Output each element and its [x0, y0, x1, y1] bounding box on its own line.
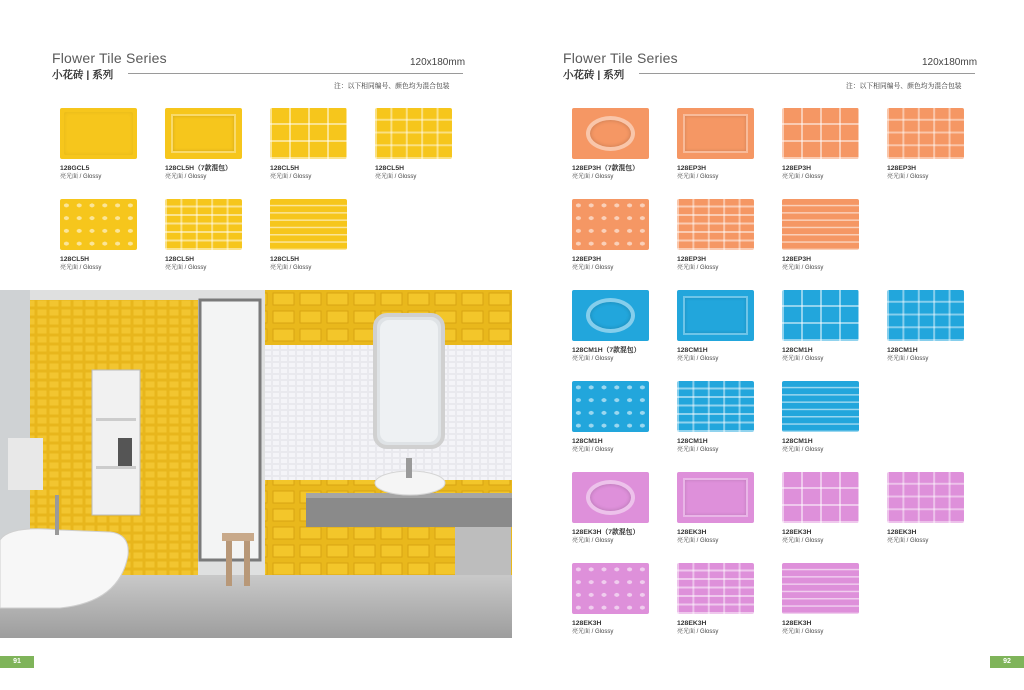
tile-swatch-bricks: [677, 381, 754, 432]
tile-finish: 亮光面 / Glossy: [270, 265, 312, 271]
tile-item: [270, 108, 350, 181]
tile-finish: 亮光面 / Glossy: [887, 174, 929, 180]
tile-code: 128CM1H: [677, 347, 708, 354]
tile-code: 128CM1H: [782, 438, 813, 445]
size-label: 120x180mm: [922, 57, 978, 68]
tile-item: [782, 563, 862, 636]
tile-swatch-bricks: [677, 563, 754, 614]
tile-finish: 亮光面 / Glossy: [572, 174, 614, 180]
tile-code: 128CL5H: [270, 256, 300, 263]
tile-swatch-grid5: [887, 472, 964, 523]
tile-item: [782, 290, 862, 363]
tile-swatch-grid5: [887, 108, 964, 159]
tile-item: [572, 290, 652, 363]
tile-swatch-grid4: [270, 108, 347, 159]
tile-code: 128EK3H: [782, 529, 812, 536]
tile-finish: 亮光面 / Glossy: [782, 265, 824, 271]
right-page: [512, 0, 1024, 690]
tile-item: [677, 563, 757, 636]
tile-item: [270, 199, 350, 272]
mixed-pack-note: 注：以下相同编号、颜色均为混合包装: [334, 83, 450, 90]
tile-code: 128CM1H: [782, 347, 813, 354]
series-subtitle: 小花砖 | 系列: [563, 69, 625, 81]
tile-code: 128EK3H（7款混包）: [572, 529, 640, 536]
tile-code: 128CL5H: [165, 256, 195, 263]
tile-finish: 亮光面 / Glossy: [677, 174, 719, 180]
tile-swatch-frame: [165, 108, 242, 159]
tile-finish: 亮光面 / Glossy: [165, 265, 207, 271]
tile-code: 128EK3H: [887, 529, 917, 536]
tile-code: 128CL5H: [270, 165, 300, 172]
series-subtitle: 小花砖 | 系列: [52, 69, 114, 81]
tile-finish: 亮光面 / Glossy: [887, 356, 929, 362]
tile-code: 128EP3H: [677, 256, 707, 263]
tile-swatch-plain: [60, 108, 137, 159]
tile-code: 128EK3H: [782, 620, 812, 627]
tile-swatch-stripes: [270, 199, 347, 250]
tile-finish: 亮光面 / Glossy: [782, 629, 824, 635]
tile-code: 128EP3H: [887, 165, 917, 172]
tile-finish: 亮光面 / Glossy: [572, 447, 614, 453]
tile-finish: 亮光面 / Glossy: [677, 538, 719, 544]
tile-code: 128EP3H: [782, 165, 812, 172]
tile-finish: 亮光面 / Glossy: [572, 356, 614, 362]
tile-item: [782, 199, 862, 272]
tile-item: [572, 563, 652, 636]
divider: [639, 73, 975, 74]
tile-swatch-grid4: [782, 290, 859, 341]
tile-swatch-stripes: [782, 563, 859, 614]
tile-code: 128EP3H: [572, 256, 602, 263]
tile-swatch-grid4: [782, 108, 859, 159]
tile-swatch-oval: [572, 472, 649, 523]
tile-swatch-frame: [677, 290, 754, 341]
tile-item: [677, 381, 757, 454]
tile-item: [677, 472, 757, 545]
tile-finish: 亮光面 / Glossy: [375, 174, 417, 180]
tile-code: 128CL5H: [375, 165, 405, 172]
tile-swatch-bricks: [165, 199, 242, 250]
tile-finish: 亮光面 / Glossy: [677, 447, 719, 453]
tile-item: [782, 108, 862, 181]
tile-item: [782, 381, 862, 454]
tile-finish: 亮光面 / Glossy: [887, 538, 929, 544]
tile-item: [677, 108, 757, 181]
tile-code: 128CM1H: [887, 347, 918, 354]
tile-finish: 亮光面 / Glossy: [677, 265, 719, 271]
series-title: Flower Tile Series: [52, 50, 167, 66]
tile-finish: 亮光面 / Glossy: [60, 265, 102, 271]
tile-swatch-grid5: [887, 290, 964, 341]
tile-swatch-frame: [677, 108, 754, 159]
tile-code: 128CL5H: [60, 256, 90, 263]
tile-item: [165, 108, 245, 181]
page-number: 92: [990, 656, 1024, 668]
tile-item: [572, 381, 652, 454]
tile-finish: 亮光面 / Glossy: [270, 174, 312, 180]
tile-item: [887, 108, 967, 181]
tile-finish: 亮光面 / Glossy: [782, 174, 824, 180]
tile-swatch-grid4: [782, 472, 859, 523]
tile-swatch-grid5: [375, 108, 452, 159]
tile-code: 128CM1H: [572, 438, 603, 445]
tile-swatch-pills: [572, 199, 649, 250]
tile-item: [782, 472, 862, 545]
tile-code: 128CM1H（7款混包）: [572, 347, 641, 354]
tile-code: 128CM1H: [677, 438, 708, 445]
series-title: Flower Tile Series: [563, 50, 678, 66]
tile-swatch-pills: [572, 563, 649, 614]
tile-swatch-stripes: [782, 199, 859, 250]
tile-finish: 亮光面 / Glossy: [572, 538, 614, 544]
tile-code: 128CL5H（7款混包）: [165, 165, 232, 172]
page-number: 91: [0, 656, 34, 668]
tile-finish: 亮光面 / Glossy: [782, 447, 824, 453]
tile-finish: 亮光面 / Glossy: [677, 356, 719, 362]
tile-item: [60, 199, 140, 272]
bathroom-photo: [0, 290, 512, 638]
size-label: 120x180mm: [410, 57, 466, 68]
tile-swatch-oval: [572, 108, 649, 159]
tile-code: 128EP3H: [677, 165, 707, 172]
tile-code: 128GCL5: [60, 165, 90, 172]
tile-swatch-pills: [572, 381, 649, 432]
tile-finish: 亮光面 / Glossy: [572, 265, 614, 271]
tile-finish: 亮光面 / Glossy: [782, 356, 824, 362]
tile-code: 128EP3H（7款混包）: [572, 165, 639, 172]
tile-item: [165, 199, 245, 272]
tile-code: 128EK3H: [677, 529, 707, 536]
tile-swatch-oval: [572, 290, 649, 341]
tile-item: [677, 290, 757, 363]
tile-item: [572, 108, 652, 181]
tile-swatch-pills: [60, 199, 137, 250]
tile-item: [572, 199, 652, 272]
tile-item: [677, 199, 757, 272]
tile-swatch-stripes: [782, 381, 859, 432]
tile-swatch-frame: [677, 472, 754, 523]
tile-item: [887, 472, 967, 545]
tile-item: [375, 108, 455, 181]
tile-item: [887, 290, 967, 363]
mixed-pack-note: 注：以下相同编号、颜色均为混合包装: [846, 83, 962, 90]
tile-code: 128EK3H: [572, 620, 602, 627]
tile-code: 128EP3H: [782, 256, 812, 263]
tile-item: [572, 472, 652, 545]
tile-finish: 亮光面 / Glossy: [677, 629, 719, 635]
tile-code: 128EK3H: [677, 620, 707, 627]
tile-finish: 亮光面 / Glossy: [60, 174, 102, 180]
tile-item: [60, 108, 140, 181]
tile-swatch-bricks: [677, 199, 754, 250]
tile-finish: 亮光面 / Glossy: [782, 538, 824, 544]
divider: [128, 73, 463, 74]
tile-finish: 亮光面 / Glossy: [572, 629, 614, 635]
tile-finish: 亮光面 / Glossy: [165, 174, 207, 180]
